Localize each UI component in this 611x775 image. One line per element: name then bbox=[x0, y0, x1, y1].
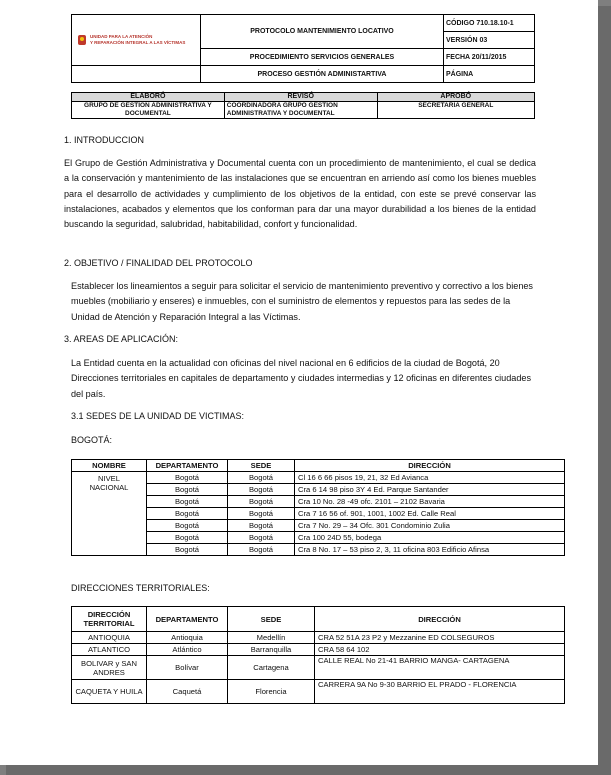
signoff-header-reviso: REVISÓ bbox=[224, 93, 377, 102]
signoff-aprobo: SECRETARIA GENERAL bbox=[377, 102, 534, 119]
document-version: VERSIÓN 03 bbox=[444, 32, 535, 49]
table-row: BOLIVAR y SAN ANDRES Bolívar Cartagena CALLE REAL No 21-41 BARRIO MANGA- CARTAGENA bbox=[72, 656, 565, 680]
col-sede: SEDE bbox=[228, 460, 295, 472]
territorial-label: DIRECCIONES TERRITORIALES: bbox=[71, 583, 210, 593]
table-row: ANTIOQUIA Antioquia Medellín CRA 52 51A 23 P2 y Mezzanine ED COLSEGUROS bbox=[72, 632, 565, 644]
table-row: Bogotá Bogotá Cra 6 14 98 piso 3Y 4 Ed. Parque Santander bbox=[72, 484, 565, 496]
col-departamento: DEPARTAMENTO bbox=[147, 460, 228, 472]
bogota-label: BOGOTÁ: bbox=[71, 435, 113, 445]
nivel-nacional-cell: NIVEL NACIONAL bbox=[72, 472, 147, 556]
unit-logo bbox=[72, 34, 200, 46]
procedure-name: PROCEDIMIENTO SERVICIOS GENERALES bbox=[201, 49, 444, 66]
document-header bbox=[71, 14, 535, 83]
col-nombre: NOMBRE bbox=[72, 460, 147, 472]
section-2-body: Establecer los lineamientos a seguir para solicitar el servicio de mantenimiento preventivo y correctivo a los bienes muebles (mobiliario y enseres) e inmuebles, con el suministro de elementos y repuestos para las sedes de la Unidad de Atención y Reparación Integral a las Víctimas. bbox=[71, 281, 533, 322]
section-3-body: La Entidad cuenta en la actualidad con oficinas del nivel nacional en 6 edificios de la ciudad de Bogotá, 20 Direcciones territoriales en capitales de departamento y ciudades intermedias y 12 oficinas en diferentes ciudades del país. bbox=[71, 358, 531, 399]
section-3-heading: 3. AREAS DE APLICACIÓN: bbox=[64, 334, 179, 344]
logo-text-line-1: UNIDAD PARA LA ATENCIÓN bbox=[90, 34, 153, 40]
logo-cell bbox=[72, 15, 201, 66]
col-departamento: DEPARTAMENTO bbox=[147, 607, 228, 632]
document-date: FECHA 20/11/2015 bbox=[444, 49, 535, 66]
table-row: ATLANTICO Atlántico Barranquilla CRA 58 64 102 bbox=[72, 644, 565, 656]
signoff-header-elaboro: ELABORÓ bbox=[72, 93, 225, 102]
col-direccion-territorial: DIRECCIÓN TERRITORIAL bbox=[72, 607, 147, 632]
document-page-label: PÁGINA bbox=[444, 66, 535, 83]
coat-of-arms-icon bbox=[78, 35, 86, 45]
territorial-sedes-table bbox=[71, 606, 565, 704]
table-cell: Cl 16 6 66 pisos 19, 21, 32 Ed Avianca bbox=[295, 472, 565, 484]
table-row: Bogotá Bogotá Cra 8 No. 17 – 53 piso 2, 3, 11 oficina 803 Edificio Afinsa bbox=[72, 544, 565, 556]
table-cell: Bogotá bbox=[147, 472, 228, 484]
bogota-sedes-table bbox=[71, 459, 565, 556]
table-row: Bogotá Bogotá Cra 100 24D 55, bodega bbox=[72, 532, 565, 544]
signoff-elaboro: GRUPO DE GESTIÓN ADMINISTRATIVA Y DOCUMENTAL bbox=[72, 102, 225, 119]
page-shadow-bottom bbox=[6, 765, 611, 775]
table-row: Bogotá Bogotá Cra 10 No. 28 -49 ofc. 2101 – 2102 Bavaria bbox=[72, 496, 565, 508]
logo-text-line-2: Y REPARACIÓN INTEGRAL A LAS VÍCTIMAS bbox=[90, 40, 186, 45]
col-sede: SEDE bbox=[228, 607, 315, 632]
section-3-1-heading: 3.1 SEDES DE LA UNIDAD DE VICTIMAS: bbox=[71, 411, 245, 421]
table-row: CAQUETA Y HUILA Caquetá Florencia CARRERA 9A No 9-30 BARRIO EL PRADO - FLORENCIA bbox=[72, 680, 565, 704]
section-2-heading: 2. OBJETIVO / FINALIDAD DEL PROTOCOLO bbox=[64, 258, 253, 268]
table-row: Bogotá Bogotá Cra 7 16 56 of. 901, 1001, 1002 Ed. Calle Real bbox=[72, 508, 565, 520]
section-1-heading: 1. INTRODUCCION bbox=[64, 135, 145, 145]
document-title: PROTOCOLO MANTENIMIENTO LOCATIVO bbox=[201, 15, 444, 49]
col-direccion: DIRECCIÓN bbox=[295, 460, 565, 472]
table-row: Bogotá Bogotá Cra 7 No. 29 – 34 Ofc. 301 Condominio Zulia bbox=[72, 520, 565, 532]
signoff-header-aprobo: APROBÓ bbox=[377, 93, 534, 102]
table-cell: Bogotá bbox=[228, 472, 295, 484]
signoff-table bbox=[71, 92, 535, 119]
col-direccion: DIRECCIÓN bbox=[315, 607, 565, 632]
section-1-body: El Grupo de Gestión Administrativa y Documental cuenta con un procedimiento de mantenimiento, el cual se dedica a la conservación y mantenimiento de las instalaciones que se encuentran en arriendo así como los bienes muebles para el desarrollo de actividades y cumplimiento de los objetivos de la entidad, con este se prevé conservar las instalaciones, acabados y elementos que los conforman para dar una mayor durabilidad a los bienes de la entidad buscando la seguridad, salubridad, habitabilidad, confort y funcionalidad. bbox=[64, 158, 536, 230]
document-code: CÓDIGO 710.18.10-1 bbox=[444, 15, 535, 32]
signoff-reviso: COORDINADORA GRUPO GESTIÓN ADMINISTRATIVA Y DOCUMENTAL bbox=[224, 102, 377, 119]
page-shadow-right bbox=[598, 6, 611, 775]
process-name: PROCESO GESTIÓN ADMINISTARTIVA bbox=[201, 66, 444, 83]
